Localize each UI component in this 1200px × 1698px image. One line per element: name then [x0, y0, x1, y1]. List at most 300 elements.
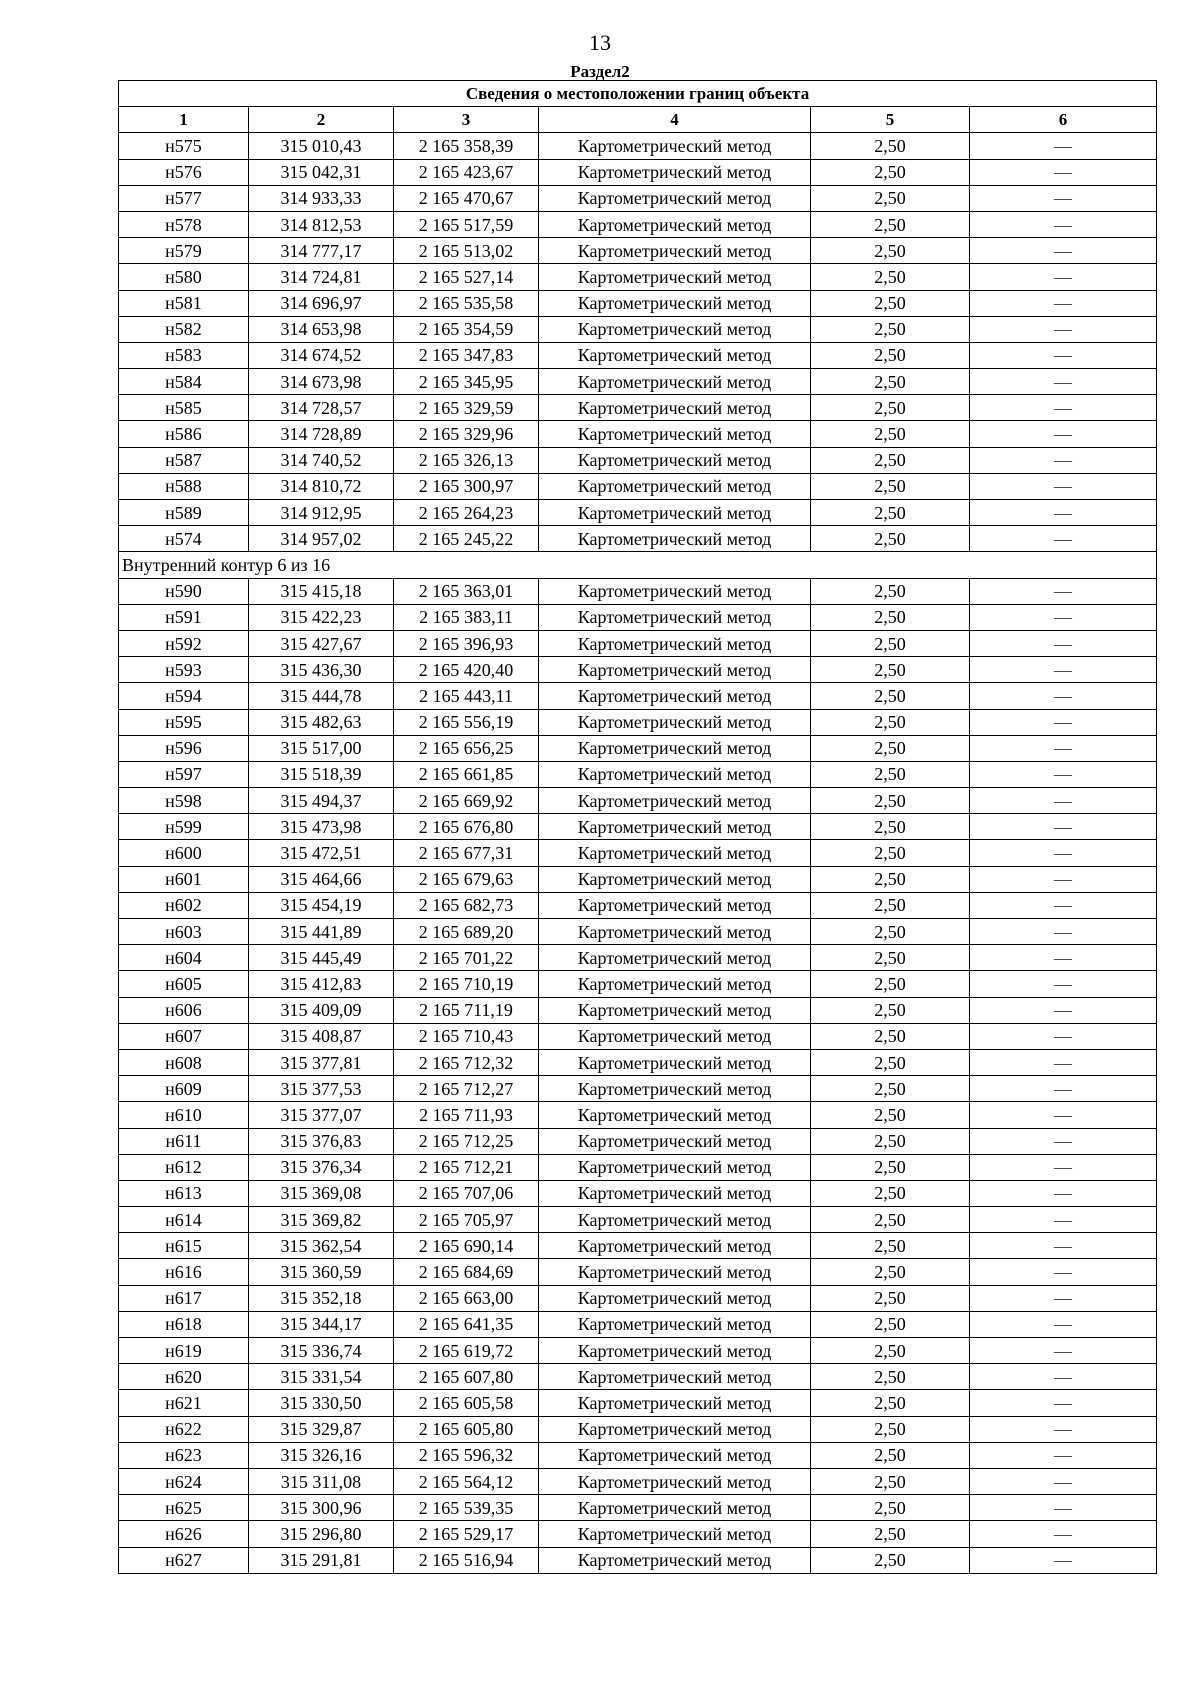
- accuracy-cell: 2,50: [811, 1076, 970, 1102]
- y-coordinate-cell: 2 165 607,80: [394, 1364, 539, 1390]
- point-id-cell: н616: [119, 1259, 249, 1285]
- point-id-cell: н620: [119, 1364, 249, 1390]
- description-cell: —: [970, 369, 1157, 395]
- method-cell: Картометрический метод: [539, 971, 811, 997]
- y-coordinate-cell: 2 165 619,72: [394, 1338, 539, 1364]
- description-cell: —: [970, 395, 1157, 421]
- method-cell: Картометрический метод: [539, 919, 811, 945]
- description-cell: —: [970, 683, 1157, 709]
- description-cell: —: [970, 1416, 1157, 1442]
- accuracy-cell: 2,50: [811, 1259, 970, 1285]
- table-row: [119, 185, 1157, 211]
- accuracy-cell: 2,50: [811, 630, 970, 656]
- table-row: [119, 735, 1157, 761]
- table-row: [119, 1338, 1157, 1364]
- table-row: [119, 814, 1157, 840]
- point-id-cell: н622: [119, 1416, 249, 1442]
- table-row: [119, 919, 1157, 945]
- description-cell: —: [970, 945, 1157, 971]
- method-cell: Картометрический метод: [539, 447, 811, 473]
- y-coordinate-cell: 2 165 363,01: [394, 578, 539, 604]
- y-coordinate-cell: 2 165 676,80: [394, 814, 539, 840]
- x-coordinate-cell: 314 724,81: [249, 264, 394, 290]
- y-coordinate-cell: 2 165 712,21: [394, 1154, 539, 1180]
- table-row: [119, 683, 1157, 709]
- table-row: [119, 1442, 1157, 1468]
- point-id-cell: н618: [119, 1311, 249, 1337]
- x-coordinate-cell: 315 377,53: [249, 1076, 394, 1102]
- x-coordinate-cell: 314 957,02: [249, 526, 394, 552]
- y-coordinate-cell: 2 165 539,35: [394, 1495, 539, 1521]
- y-coordinate-cell: 2 165 710,19: [394, 971, 539, 997]
- table-row: [119, 133, 1157, 159]
- accuracy-cell: 2,50: [811, 761, 970, 787]
- point-id-cell: н584: [119, 369, 249, 395]
- table-row: [119, 1416, 1157, 1442]
- table-row: [119, 342, 1157, 368]
- accuracy-cell: 2,50: [811, 159, 970, 185]
- x-coordinate-cell: 315 352,18: [249, 1285, 394, 1311]
- point-id-cell: н625: [119, 1495, 249, 1521]
- y-coordinate-cell: 2 165 564,12: [394, 1468, 539, 1494]
- method-cell: Картометрический метод: [539, 264, 811, 290]
- accuracy-cell: 2,50: [811, 1468, 970, 1494]
- description-cell: —: [970, 1338, 1157, 1364]
- point-id-cell: н597: [119, 761, 249, 787]
- x-coordinate-cell: 315 360,59: [249, 1259, 394, 1285]
- point-id-cell: н598: [119, 788, 249, 814]
- method-cell: Картометрический метод: [539, 1102, 811, 1128]
- column-header: 1: [119, 107, 249, 133]
- table-row: [119, 447, 1157, 473]
- description-cell: —: [970, 1364, 1157, 1390]
- point-id-cell: н603: [119, 919, 249, 945]
- table-row: [119, 211, 1157, 237]
- y-coordinate-cell: 2 165 711,93: [394, 1102, 539, 1128]
- x-coordinate-cell: 314 810,72: [249, 473, 394, 499]
- table-row: [119, 1154, 1157, 1180]
- description-cell: —: [970, 1233, 1157, 1259]
- point-id-cell: н599: [119, 814, 249, 840]
- y-coordinate-cell: 2 165 517,59: [394, 211, 539, 237]
- method-cell: Картометрический метод: [539, 814, 811, 840]
- method-cell: Картометрический метод: [539, 238, 811, 264]
- point-id-cell: н610: [119, 1102, 249, 1128]
- accuracy-cell: 2,50: [811, 1049, 970, 1075]
- point-id-cell: н623: [119, 1442, 249, 1468]
- column-header: 4: [539, 107, 811, 133]
- table-row: [119, 290, 1157, 316]
- table-row: [119, 395, 1157, 421]
- point-id-cell: н595: [119, 709, 249, 735]
- x-coordinate-cell: 314 653,98: [249, 316, 394, 342]
- x-coordinate-cell: 314 696,97: [249, 290, 394, 316]
- y-coordinate-cell: 2 165 245,22: [394, 526, 539, 552]
- accuracy-cell: 2,50: [811, 997, 970, 1023]
- point-id-cell: н624: [119, 1468, 249, 1494]
- point-id-cell: н604: [119, 945, 249, 971]
- table-row: [119, 578, 1157, 604]
- accuracy-cell: 2,50: [811, 1364, 970, 1390]
- method-cell: Картометрический метод: [539, 342, 811, 368]
- method-cell: Картометрический метод: [539, 1285, 811, 1311]
- y-coordinate-cell: 2 165 690,14: [394, 1233, 539, 1259]
- point-id-cell: н609: [119, 1076, 249, 1102]
- table-row: [119, 997, 1157, 1023]
- x-coordinate-cell: 315 445,49: [249, 945, 394, 971]
- x-coordinate-cell: 315 441,89: [249, 919, 394, 945]
- y-coordinate-cell: 2 165 605,80: [394, 1416, 539, 1442]
- accuracy-cell: 2,50: [811, 290, 970, 316]
- accuracy-cell: 2,50: [811, 683, 970, 709]
- description-cell: —: [970, 185, 1157, 211]
- method-cell: Картометрический метод: [539, 369, 811, 395]
- description-cell: —: [970, 1128, 1157, 1154]
- description-cell: —: [970, 342, 1157, 368]
- description-cell: —: [970, 1049, 1157, 1075]
- table-row: [119, 1049, 1157, 1075]
- method-cell: Картометрический метод: [539, 1311, 811, 1337]
- description-cell: —: [970, 1076, 1157, 1102]
- x-coordinate-cell: 315 369,08: [249, 1180, 394, 1206]
- method-cell: Картометрический метод: [539, 1128, 811, 1154]
- x-coordinate-cell: 314 728,57: [249, 395, 394, 421]
- x-coordinate-cell: 315 300,96: [249, 1495, 394, 1521]
- description-cell: —: [970, 473, 1157, 499]
- point-id-cell: н607: [119, 1023, 249, 1049]
- y-coordinate-cell: 2 165 513,02: [394, 238, 539, 264]
- point-id-cell: н576: [119, 159, 249, 185]
- description-cell: —: [970, 211, 1157, 237]
- point-id-cell: н605: [119, 971, 249, 997]
- accuracy-cell: 2,50: [811, 1495, 970, 1521]
- x-coordinate-cell: 314 933,33: [249, 185, 394, 211]
- y-coordinate-cell: 2 165 556,19: [394, 709, 539, 735]
- y-coordinate-cell: 2 165 689,20: [394, 919, 539, 945]
- point-id-cell: н626: [119, 1521, 249, 1547]
- method-cell: Картометрический метод: [539, 945, 811, 971]
- table-row: [119, 369, 1157, 395]
- x-coordinate-cell: 315 291,81: [249, 1547, 394, 1573]
- y-coordinate-cell: 2 165 711,19: [394, 997, 539, 1023]
- table-row: [119, 1207, 1157, 1233]
- table-row: [119, 264, 1157, 290]
- table-row: [119, 892, 1157, 918]
- y-coordinate-cell: 2 165 396,93: [394, 630, 539, 656]
- table-row: [119, 316, 1157, 342]
- method-cell: Картометрический метод: [539, 1547, 811, 1573]
- accuracy-cell: 2,50: [811, 1207, 970, 1233]
- point-id-cell: н627: [119, 1547, 249, 1573]
- x-coordinate-cell: 315 517,00: [249, 735, 394, 761]
- x-coordinate-cell: 315 331,54: [249, 1364, 394, 1390]
- method-cell: Картометрический метод: [539, 840, 811, 866]
- accuracy-cell: 2,50: [811, 578, 970, 604]
- description-cell: —: [970, 788, 1157, 814]
- table-row: [119, 866, 1157, 892]
- point-id-cell: н578: [119, 211, 249, 237]
- x-coordinate-cell: 314 728,89: [249, 421, 394, 447]
- section-title: Раздел2: [570, 62, 630, 81]
- description-cell: —: [970, 421, 1157, 447]
- method-cell: Картометрический метод: [539, 1364, 811, 1390]
- table-row: [119, 945, 1157, 971]
- table-row: [119, 1076, 1157, 1102]
- method-cell: Картометрический метод: [539, 185, 811, 211]
- description-cell: —: [970, 1390, 1157, 1416]
- x-coordinate-cell: 315 412,83: [249, 971, 394, 997]
- x-coordinate-cell: 315 482,63: [249, 709, 394, 735]
- x-coordinate-cell: 314 777,17: [249, 238, 394, 264]
- description-cell: —: [970, 1207, 1157, 1233]
- y-coordinate-cell: 2 165 669,92: [394, 788, 539, 814]
- method-cell: Картометрический метод: [539, 997, 811, 1023]
- y-coordinate-cell: 2 165 677,31: [394, 840, 539, 866]
- method-cell: Картометрический метод: [539, 604, 811, 630]
- x-coordinate-cell: 315 376,34: [249, 1154, 394, 1180]
- point-id-cell: н594: [119, 683, 249, 709]
- table-row: [119, 788, 1157, 814]
- accuracy-cell: 2,50: [811, 709, 970, 735]
- accuracy-cell: 2,50: [811, 1338, 970, 1364]
- table-row: [119, 840, 1157, 866]
- x-coordinate-cell: 315 377,81: [249, 1049, 394, 1075]
- accuracy-cell: 2,50: [811, 421, 970, 447]
- table-row: [119, 1364, 1157, 1390]
- point-id-cell: н614: [119, 1207, 249, 1233]
- y-coordinate-cell: 2 165 470,67: [394, 185, 539, 211]
- method-cell: Картометрический метод: [539, 1233, 811, 1259]
- y-coordinate-cell: 2 165 354,59: [394, 316, 539, 342]
- point-id-cell: н617: [119, 1285, 249, 1311]
- accuracy-cell: 2,50: [811, 1442, 970, 1468]
- description-cell: —: [970, 1442, 1157, 1468]
- table-row: [119, 159, 1157, 185]
- description-cell: —: [970, 1180, 1157, 1206]
- y-coordinate-cell: 2 165 663,00: [394, 1285, 539, 1311]
- table-row: [119, 761, 1157, 787]
- table-row: [119, 1128, 1157, 1154]
- table-row: [119, 1102, 1157, 1128]
- table-row: [119, 971, 1157, 997]
- y-coordinate-cell: 2 165 596,32: [394, 1442, 539, 1468]
- y-coordinate-cell: 2 165 347,83: [394, 342, 539, 368]
- description-cell: —: [970, 709, 1157, 735]
- accuracy-cell: 2,50: [811, 447, 970, 473]
- point-id-cell: н575: [119, 133, 249, 159]
- x-coordinate-cell: 314 812,53: [249, 211, 394, 237]
- description-cell: —: [970, 1495, 1157, 1521]
- y-coordinate-cell: 2 165 707,06: [394, 1180, 539, 1206]
- y-coordinate-cell: 2 165 712,25: [394, 1128, 539, 1154]
- method-cell: Картометрический метод: [539, 421, 811, 447]
- description-cell: —: [970, 1547, 1157, 1573]
- method-cell: Картометрический метод: [539, 1390, 811, 1416]
- point-id-cell: н593: [119, 657, 249, 683]
- accuracy-cell: 2,50: [811, 1547, 970, 1573]
- accuracy-cell: 2,50: [811, 473, 970, 499]
- table-row: [119, 630, 1157, 656]
- y-coordinate-cell: 2 165 529,17: [394, 1521, 539, 1547]
- point-id-cell: н600: [119, 840, 249, 866]
- description-cell: —: [970, 1521, 1157, 1547]
- point-id-cell: н580: [119, 264, 249, 290]
- point-id-cell: н592: [119, 630, 249, 656]
- method-cell: Картометрический метод: [539, 1259, 811, 1285]
- accuracy-cell: 2,50: [811, 840, 970, 866]
- y-coordinate-cell: 2 165 605,58: [394, 1390, 539, 1416]
- accuracy-cell: 2,50: [811, 735, 970, 761]
- table-row: [119, 500, 1157, 526]
- description-cell: —: [970, 1023, 1157, 1049]
- y-coordinate-cell: 2 165 420,40: [394, 657, 539, 683]
- y-coordinate-cell: 2 165 679,63: [394, 866, 539, 892]
- method-cell: Картометрический метод: [539, 735, 811, 761]
- description-cell: —: [970, 159, 1157, 185]
- accuracy-cell: 2,50: [811, 945, 970, 971]
- x-coordinate-cell: 315 408,87: [249, 1023, 394, 1049]
- table-caption-row: [119, 81, 1157, 107]
- point-id-cell: н611: [119, 1128, 249, 1154]
- x-coordinate-cell: 314 740,52: [249, 447, 394, 473]
- x-coordinate-cell: 315 326,16: [249, 1442, 394, 1468]
- point-id-cell: н602: [119, 892, 249, 918]
- x-coordinate-cell: 315 422,23: [249, 604, 394, 630]
- x-coordinate-cell: 315 518,39: [249, 761, 394, 787]
- description-cell: —: [970, 761, 1157, 787]
- method-cell: Картометрический метод: [539, 1049, 811, 1075]
- point-id-cell: н577: [119, 185, 249, 211]
- point-id-cell: н612: [119, 1154, 249, 1180]
- accuracy-cell: 2,50: [811, 971, 970, 997]
- y-coordinate-cell: 2 165 329,96: [394, 421, 539, 447]
- point-id-cell: н621: [119, 1390, 249, 1416]
- y-coordinate-cell: 2 165 329,59: [394, 395, 539, 421]
- table-row: [119, 1180, 1157, 1206]
- description-cell: —: [970, 526, 1157, 552]
- method-cell: Картометрический метод: [539, 1416, 811, 1442]
- method-cell: Картометрический метод: [539, 473, 811, 499]
- method-cell: Картометрический метод: [539, 1468, 811, 1494]
- x-coordinate-cell: 315 494,37: [249, 788, 394, 814]
- description-cell: —: [970, 316, 1157, 342]
- y-coordinate-cell: 2 165 684,69: [394, 1259, 539, 1285]
- y-coordinate-cell: 2 165 527,14: [394, 264, 539, 290]
- column-header: 6: [970, 107, 1157, 133]
- y-coordinate-cell: 2 165 656,25: [394, 735, 539, 761]
- method-cell: Картометрический метод: [539, 500, 811, 526]
- accuracy-cell: 2,50: [811, 1023, 970, 1049]
- column-header: 5: [811, 107, 970, 133]
- table-row: [119, 473, 1157, 499]
- x-coordinate-cell: 315 376,83: [249, 1128, 394, 1154]
- method-cell: Картометрический метод: [539, 1180, 811, 1206]
- description-cell: —: [970, 500, 1157, 526]
- description-cell: —: [970, 840, 1157, 866]
- y-coordinate-cell: 2 165 516,94: [394, 1547, 539, 1573]
- column-header: 3: [394, 107, 539, 133]
- y-coordinate-cell: 2 165 705,97: [394, 1207, 539, 1233]
- point-id-cell: н601: [119, 866, 249, 892]
- x-coordinate-cell: 315 329,87: [249, 1416, 394, 1442]
- accuracy-cell: 2,50: [811, 185, 970, 211]
- x-coordinate-cell: 315 436,30: [249, 657, 394, 683]
- point-id-cell: н591: [119, 604, 249, 630]
- description-cell: —: [970, 630, 1157, 656]
- description-cell: —: [970, 1285, 1157, 1311]
- point-id-cell: н619: [119, 1338, 249, 1364]
- method-cell: Картометрический метод: [539, 1154, 811, 1180]
- table-row: [119, 709, 1157, 735]
- accuracy-cell: 2,50: [811, 814, 970, 840]
- y-coordinate-cell: 2 165 423,67: [394, 159, 539, 185]
- accuracy-cell: 2,50: [811, 1521, 970, 1547]
- page-number: 13: [589, 30, 611, 55]
- method-cell: Картометрический метод: [539, 657, 811, 683]
- method-cell: Картометрический метод: [539, 1076, 811, 1102]
- method-cell: Картометрический метод: [539, 892, 811, 918]
- table-row: [119, 657, 1157, 683]
- y-coordinate-cell: 2 165 443,11: [394, 683, 539, 709]
- method-cell: Картометрический метод: [539, 395, 811, 421]
- description-cell: —: [970, 447, 1157, 473]
- accuracy-cell: 2,50: [811, 919, 970, 945]
- table-body: [119, 133, 1157, 1573]
- y-coordinate-cell: 2 165 326,13: [394, 447, 539, 473]
- method-cell: Картометрический метод: [539, 1023, 811, 1049]
- x-coordinate-cell: 315 042,31: [249, 159, 394, 185]
- description-cell: —: [970, 919, 1157, 945]
- description-cell: —: [970, 238, 1157, 264]
- table-row: [119, 1259, 1157, 1285]
- point-id-cell: н589: [119, 500, 249, 526]
- accuracy-cell: 2,50: [811, 342, 970, 368]
- y-coordinate-cell: 2 165 712,27: [394, 1076, 539, 1102]
- description-cell: —: [970, 814, 1157, 840]
- accuracy-cell: 2,50: [811, 395, 970, 421]
- point-id-cell: н574: [119, 526, 249, 552]
- point-id-cell: н588: [119, 473, 249, 499]
- table-row: [119, 1390, 1157, 1416]
- table-row: [119, 1023, 1157, 1049]
- x-coordinate-cell: 315 311,08: [249, 1468, 394, 1494]
- description-cell: —: [970, 657, 1157, 683]
- accuracy-cell: 2,50: [811, 1285, 970, 1311]
- method-cell: Картометрический метод: [539, 761, 811, 787]
- x-coordinate-cell: 315 409,09: [249, 997, 394, 1023]
- x-coordinate-cell: 314 674,52: [249, 342, 394, 368]
- table-row: [119, 1311, 1157, 1337]
- description-cell: —: [970, 1468, 1157, 1494]
- accuracy-cell: 2,50: [811, 500, 970, 526]
- table-row: [119, 604, 1157, 630]
- x-coordinate-cell: 315 427,67: [249, 630, 394, 656]
- description-cell: —: [970, 735, 1157, 761]
- method-cell: Картометрический метод: [539, 630, 811, 656]
- x-coordinate-cell: 315 344,17: [249, 1311, 394, 1337]
- accuracy-cell: 2,50: [811, 1390, 970, 1416]
- point-id-cell: н586: [119, 421, 249, 447]
- point-id-cell: н583: [119, 342, 249, 368]
- x-coordinate-cell: 314 673,98: [249, 369, 394, 395]
- y-coordinate-cell: 2 165 710,43: [394, 1023, 539, 1049]
- description-cell: —: [970, 578, 1157, 604]
- y-coordinate-cell: 2 165 701,22: [394, 945, 539, 971]
- boundary-coordinates-table: [118, 80, 1157, 1574]
- y-coordinate-cell: 2 165 358,39: [394, 133, 539, 159]
- point-id-cell: н587: [119, 447, 249, 473]
- point-id-cell: н608: [119, 1049, 249, 1075]
